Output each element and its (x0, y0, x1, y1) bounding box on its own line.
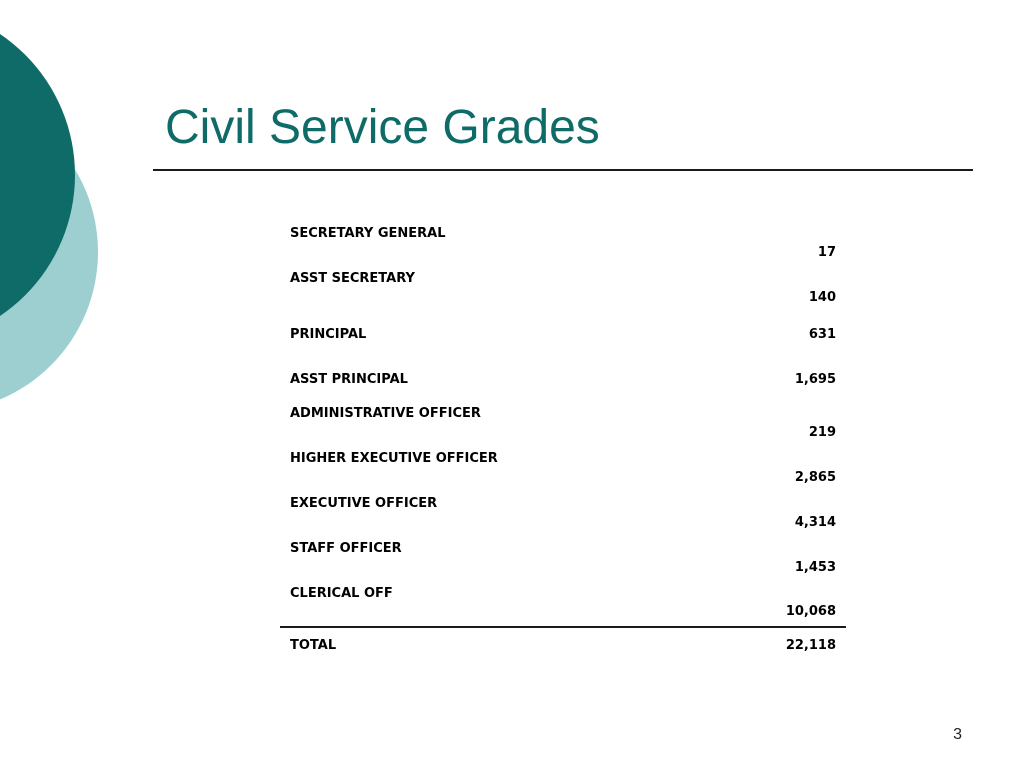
grade-count: 219 (808, 425, 836, 440)
grade-count: 631 (808, 327, 836, 342)
grade-count: 10,068 (785, 604, 836, 619)
grade-count: 140 (808, 290, 836, 305)
table-row (280, 222, 846, 267)
table-row (280, 312, 846, 357)
table-row (280, 492, 846, 537)
grade-count: 2,865 (794, 470, 836, 485)
total-count: 22,118 (723, 627, 846, 673)
page-number: 3 (953, 726, 962, 743)
table-row (280, 582, 846, 627)
grade-name: SECRETARY GENERAL (290, 226, 446, 241)
table-row (280, 267, 846, 312)
grade-name: PRINCIPAL (290, 327, 367, 342)
title-divider (153, 169, 973, 171)
grade-name: ADMINISTRATIVE OFFICER (290, 406, 481, 421)
grade-name: STAFF OFFICER (290, 541, 402, 556)
table-row (280, 402, 846, 447)
grade-name: ASST SECRETARY (290, 271, 415, 286)
table-row (280, 357, 846, 402)
grade-count: 17 (817, 245, 836, 260)
table-row (280, 447, 846, 492)
decorative-circles (0, 0, 110, 420)
slide-title: Civil Service Grades (165, 101, 600, 154)
grade-name: ASST PRINCIPAL (290, 372, 408, 387)
grade-name: HIGHER EXECUTIVE OFFICER (290, 451, 498, 466)
grade-name: CLERICAL OFF (290, 586, 393, 601)
grades-table (280, 222, 846, 673)
grade-count: 4,314 (794, 515, 836, 530)
grade-count: 1,695 (794, 372, 836, 387)
grade-count: 1,453 (794, 560, 836, 575)
total-label: TOTAL (280, 627, 723, 673)
table-row (280, 537, 846, 582)
grade-name: EXECUTIVE OFFICER (290, 496, 438, 511)
total-row (280, 627, 846, 673)
